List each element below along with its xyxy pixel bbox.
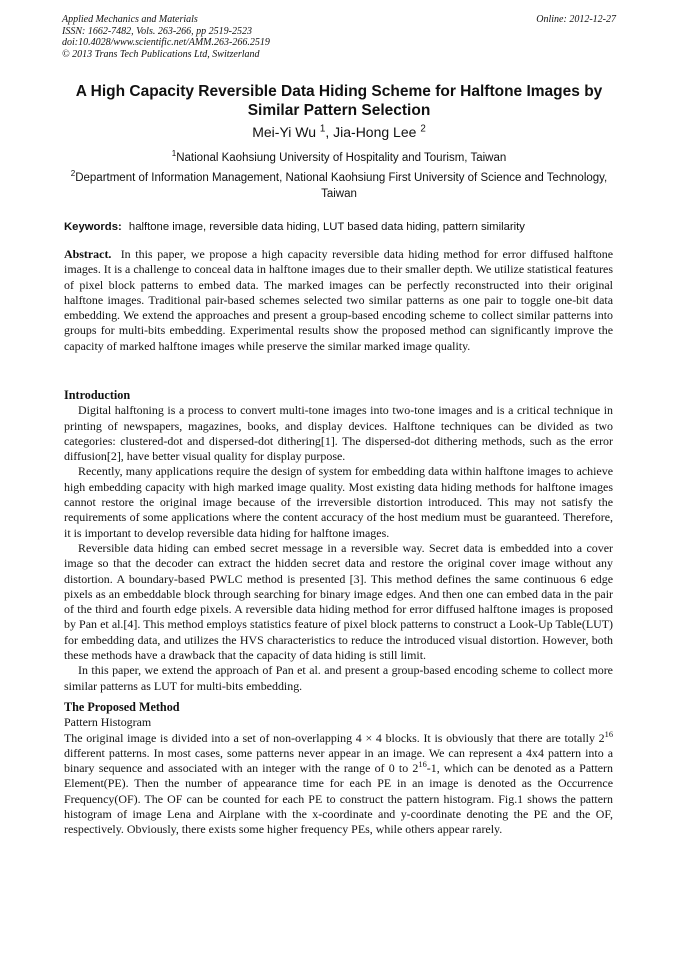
keywords-text: halftone image, reversible data hiding, LUT based data hiding, pattern similarity [128, 221, 525, 233]
intro-paragraph-2: Recently, many applications require the design of system for embedding data within halftone images to achieve high embedding capacity with high marked image quality. Most existing data hiding methods for halftone images cannot restore the original image because of the irreversible distortion introduced. This may not satisfy the requirements of some applications where the content accuracy of the host medium must be guaranteed. Therefore, it is important to develop reversible data hiding for halftone images. [64, 464, 613, 540]
method-heading: The Proposed Method [64, 699, 180, 714]
method-subheading: Pattern Histogram [64, 715, 152, 730]
abstract [64, 247, 613, 354]
method-text-2: different patterns. In most cases, some patterns never appear in an image. We can represent a 4x4 pattern into a binary sequence and associated with an integer with the range of 0 to 2 [64, 745, 613, 776]
doi-line: doi:10.4028/www.scientific.net/AMM.263-266.2519 [62, 37, 270, 48]
author-1-affiliation-mark: 1 [319, 123, 326, 135]
method-text-3: -1, which can be denoted as a Pattern Element(PE). Then the number of appearance time for each PE in an image is denoted as the Occurrence Frequency(OF). The OF can be counted for each PE to construct the pattern histogram. Fig.1 shows the pattern histogram of image Lena and Airplane with the x-coordinate and y-coordinate denoting the PE and the OF, respectively. Obviously, there exists some higher frequency PEs, while others appear rarely. [64, 761, 614, 837]
main-text [64, 388, 613, 838]
online-date: Online: 2012-12-27 [536, 14, 616, 25]
paper-title: A High Capacity Reversible Data Hiding Scheme for Halftone Images by Similar Pattern Selection [75, 83, 603, 119]
author-2: Jia-Hong Lee [333, 124, 417, 140]
issn-line: ISSN: 1662-7482, Vols. 263-266, pp 2519-2523 [62, 25, 252, 37]
method-text-1: The original image is divided into a set of non-overlapping 4 × 4 blocks. It is obviously that there are totally 2 [64, 730, 605, 745]
affiliation-1 [70, 150, 608, 166]
intro-paragraph-3: Reversible data hiding can embed secret message in a reversible way. Secret data is embedded into a cover image so that the decoder can extract the hidden secret data and restore the original cover image without any distortion. A boundary-based PWLC method is presented [3]. This method defines the same continuous 6 edge pixels as an embeddable block through searching for binary image edges. And then one can embed data in the pair of the third and fourth edge pixels. A reversible data hiding method for error diffused halftone images is proposed by Pan et al.[4]. This method employs statistics feature of pixel block patterns to construct a Look-Up Table(LUT) for embedding data, and utilizes the HVS characteristics to reduce the introduced visual distortion. However, both these methods have a drawback that the capacity of data hiding is still limit. [64, 540, 613, 663]
affiliation-2-text: Department of Information Management, National Kaohsiung First University of Science and Technology, Taiwan [75, 172, 608, 200]
journal-name: Applied Mechanics and Materials [62, 14, 198, 25]
keywords-label: Keywords: [64, 221, 122, 233]
keywords [64, 221, 624, 233]
method-paragraph [64, 731, 613, 838]
exponent-2: 16 [418, 760, 427, 770]
affiliation-2-mark: 2 [70, 169, 76, 179]
author-1: Mei-Yi Wu [252, 124, 317, 140]
affiliation-2 [70, 170, 608, 202]
intro-paragraph-1: Digital halftoning is a process to convert multi-tone images into two-tone images and is a critical technique in printing of newspapers, magazines, books, and display devices. Halftone techniques can be divided as two categories: clustered-dot and dispersed-dot dithering[1]. The dispersed-dot dithering methods, such as the error diffusion[2], have better visual quality for display purpose. [64, 403, 613, 464]
affiliation-1-mark: 1 [171, 149, 177, 159]
intro-paragraph-4: In this paper, we extend the approach of Pan et al. and present a group-based encoding scheme to collect more similar patterns as LUT for multi-bits embedding. [64, 663, 613, 693]
affiliation-1-text: National Kaohsiung University of Hospitality and Tourism, Taiwan [176, 152, 507, 164]
author-2-affiliation-mark: 2 [420, 123, 426, 135]
introduction-heading: Introduction [64, 388, 131, 402]
copyright-line: © 2013 Trans Tech Publications Ltd, Switzerland [62, 48, 260, 60]
journal-header [62, 14, 618, 60]
authors [0, 124, 678, 140]
exponent-1: 16 [604, 729, 613, 739]
author-separator: , [325, 124, 334, 140]
abstract-label: Abstract. [64, 247, 112, 261]
abstract-text: In this paper, we propose a high capacity reversible data hiding method for error diffused halftone images. It is a challenge to conceal data in halftone images due to their smaller depth. We utilize statistical features of pixel block patterns to embed data. The marked images can be perfectly reconstructed into their original halftone images. Traditional pair-based schemes selected two similar patterns as one pair to toggle one-bit data embedding. We extend the approaches and present a group-based encoding scheme to collect similar patterns into groups for multi-bits embedding. Experimental results show the proposed method can significantly improve the capacity of marked halftone images while preserve the similar marked image quality. [64, 247, 614, 353]
